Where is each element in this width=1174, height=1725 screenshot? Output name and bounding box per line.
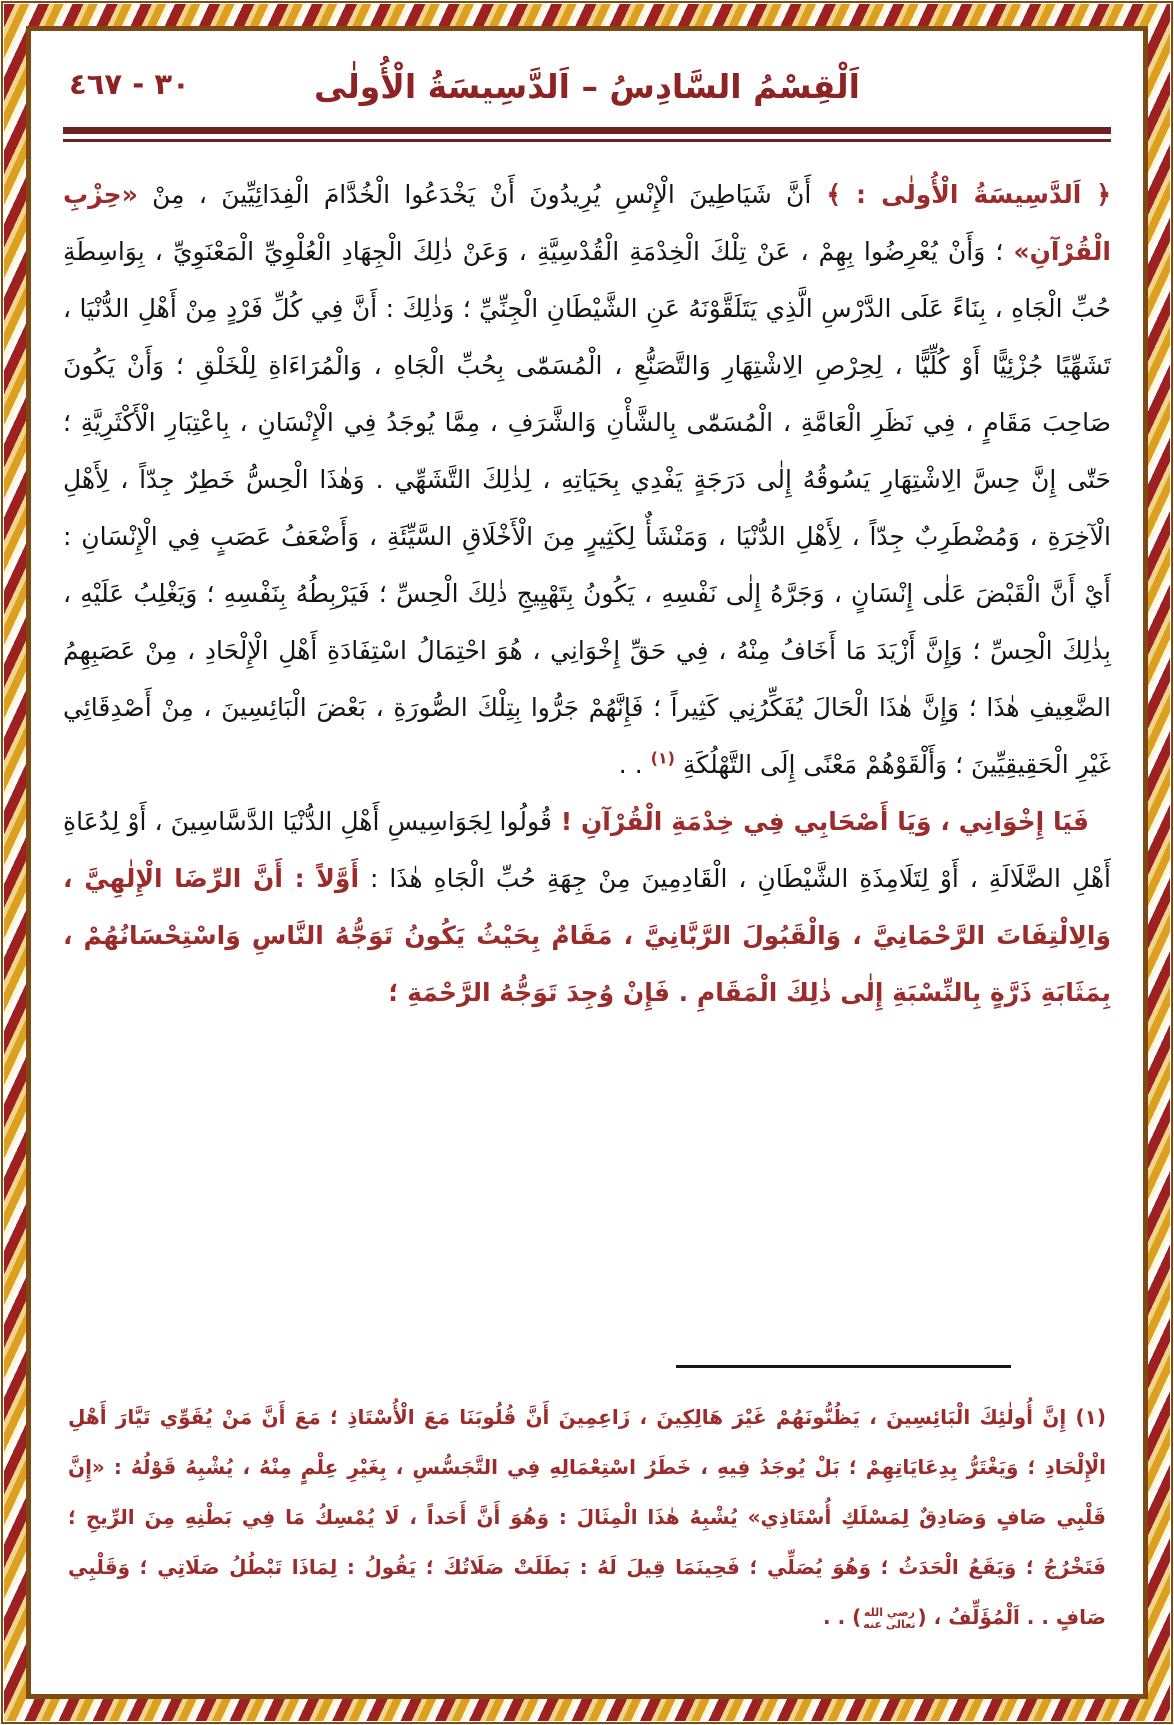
seal-line-2: تعالى عنه (863, 1617, 916, 1631)
decorative-border-outer (1, 1, 1173, 1724)
body-run-2: ؛ وَأَنْ يُعْرِضُوا بِهِمْ ، عَنْ تِلْكَ الْخِدْمَةِ الْقُدْسِيَّةِ ، وَعَنْ ذٰلِكَ الْجِهَادِ الْعُلْوِيِّ الْمَعْنَوِيِّ ، بِوَاسِطَةِ حُبِّ الْجَاهِ ، بِنَاءً عَلَى الدَّرْسِ الَّذِي يَتَلَقَّوْنَهُ عَنِ الشَّيْطَانِ الْجِنِّيِّ ؛ وَذٰلِكَ : أَنَّ فِي كُلِّ فَرْدٍ مِنْ أَهْلِ الدُّنْيَا ، تَشَهِّيًا جُزْئِيًّا أَوْ كُلِّيًّا ، لِحِرْصِ الِاشْتِهَارِ وَالتَّصَنُّعِ ، الْمُسَمّٰى بِحُبِّ الْجَاهِ ، وَالْمُرَاءَاةِ لِلْخَلْقِ ؛ وَأَنْ يَكُونَ صَاحِبَ مَقَامٍ ، فِي نَظَرِ الْعَامَّةِ ، الْمُسَمّٰى بِالشَّأْنِ وَالشَّرَفِ ، مِمَّا يُوجَدُ فِي الْإِنْسَانِ ، بِاعْتِبَارِ الْأَكْثَرِيَّةِ ؛ حَتّٰى إِنَّ حِسَّ الِاشْتِهَارِ يَسُوقُهُ إِلٰى دَرَجَةٍ يَفْدِي بِحَيَاتِهِ ، لِذٰلِكَ التَّشَهِّي . وَهٰذَا الْحِسُّ خَطِرٌ جِدّاً ، لِأَهْلِ الْآخِرَةِ ، وَمُضْطَرِبٌ جِدّاً ، لِأَهْلِ الدُّنْيَا ، وَمَنْشَأٌ لِكَثِيرٍ مِنَ الْأَخْلَاقِ السَّيِّئَةِ ، وَأَضْعَفُ عَصَبٍ فِي الْإِنْسَانِ : أَيْ أَنَّ الْقَبْضَ عَلٰى إِنْسَانٍ ، وَجَرَّهُ إِلٰى نَفْسِهِ ، يَكُونُ بِتَهْيِيجِ ذٰلِكَ الْحِسِّ ؛ فَيَرْبِطُهُ بِنَفْسِهِ ؛ وَيَغْلِبُ عَلَيْهِ ، بِذٰلِكَ الْحِسِّ ؛ وَإِنَّ أَزْيَدَ مَا أَخَافُ مِنْهُ ، فِي حَقِّ إِخْوَانِي ، هُوَ احْتِمَالُ اسْتِفَادَةِ أَهْلِ الْإِلْحَادِ ، مِنْ عَصَبِهِمُ الضَّعِيفِ هٰذَا ؛ وَإِنَّ هٰذَا الْحَالَ يُفَكِّرُنِي كَثِيراً ؛ فَإِنَّهُمْ جَرُّوا بِتِلْكَ الصُّورَةِ ، بَعْضَ الْبَائِسِينَ ، مِنْ أَصْدِقَائِي غَيْرِ الْحَقِيقِيِّينَ ؛ وَأَلْقَوْهُمْ مَعْنًى إِلَى التَّهْلُكَةِ (63, 237, 1111, 779)
paragraph-first-intrigue (63, 166, 1111, 793)
footnote-separator (676, 1365, 1011, 1368)
ornate-bracket-open-icon: ﴿ (1081, 180, 1112, 209)
footnote-body: إِنَّ أُولٰئِكَ الْبَائِسِينَ ، يَظُنُّونَهُمْ غَيْرَ هَالِكِينَ ، زَاعِمِينَ أَنَّ قُلُوبَنَا مَعَ الْأُسْتَاذِ ؛ مَعَ أَنَّ مَنْ يُقَوِّي تَيَّارَ أَهْلِ الْإِلْحَادِ ؛ وَيَغْتَرُّ بِدِعَايَاتِهِمْ ؛ بَلْ يُوجَدُ فِيهِ ، خَطَرُ اسْتِعْمَالِهِ فِي التَّجَسُّسِ ، بِغَيْرِ عِلْمٍ مِنْهُ ، يُشْبِهُ قَوْلُهُ : «إِنَّ قَلْبِي صَافٍ وَصَادِقٌ لِمَسْلَكِ أُسْتَاذِي» يُشْبِهُ هٰذَا الْمِثَالَ : وَهُوَ أَنَّ أَحَداً ، لَا يُمْسِكُ مَا فِي بَطْنِهِ مِنَ الرِّيحِ ؛ فَتَخْرُجُ ؛ وَيَقَعُ الْحَدَثُ ؛ وَهُوَ يُصَلِّي ؛ فَحِينَمَا قِيلَ لَهُ : بَطَلَتْ صَلَاتُكَ ؛ يَقُولُ : لِمَاذَا تَبْطُلُ صَلَاتِي ؛ وَقَلْبِي صَافٍ . . اَلْمُؤَلِّفُ ، (68, 1405, 1106, 1629)
page-header (63, 57, 1111, 121)
quran-party-quote: «حِزْبِ الْقُرْآنِ» (63, 180, 1111, 266)
footnote-trailing-dots: . . (823, 1605, 853, 1629)
header-rule-thin (63, 139, 1111, 142)
body-run-3: . . (618, 750, 651, 779)
decorative-border-inner (26, 26, 1148, 1699)
body-run-1: أَنَّ شَيَاطِينَ الْإِنْسِ يُرِيدُونَ أَنْ يَخْدَعُوا الْخُدَّامَ الْفِدَائِيِّينَ ، مِنْ (137, 180, 812, 209)
paragraph-address-brothers (63, 793, 1111, 1021)
footnote-block (68, 1365, 1106, 1642)
firstly-statement-red: أَوَّلاً : أَنَّ الرِّضَا الْإِلٰهِيَّ ، وَالِالْتِفَاتَ الرَّحْمَانِيَّ ، وَالْقَبُولَ الرَّبَّانِيَّ ، مَقَامٌ بِحَيْثُ يَكُونُ تَوَجُّهُ النَّاسِ وَاسْتِحْسَانُهُمْ ، بِمَثَابَةِ ذَرَّةٍ بِالنِّسْبَةِ إِلٰى ذٰلِكَ الْمَقَامِ . فَإِنْ وُجِدَ تَوَجُّهُ الرَّحْمَةِ ؛ (63, 864, 1111, 1007)
body-run-4: قُولُوا لِجَوَاسِيسِ أَهْلِ الدُّنْيَا الدَّسَّاسِينَ ، أَوْ لِدُعَاةِ أَهْلِ الضَّلَالَةِ ، أَوْ لِتَلَامِذَةِ الشَّيْطَانِ ، الْقَادِمِينَ مِنْ جِهَةِ حُبِّ الْجَاهِ هٰذَا : (63, 807, 1111, 893)
main-text (63, 166, 1111, 1021)
seal-paren-open: ( (917, 1605, 927, 1629)
footnote-reference: (١) (650, 748, 675, 768)
page-title: اَلْقِسْمُ السَّادِسُ – اَلدَّسِيسَةُ الْأُولٰى (314, 67, 860, 106)
footnote-text (68, 1392, 1106, 1642)
seal-paren-close: ) (852, 1605, 862, 1629)
ornate-bracket-close-icon: ﴾ (811, 180, 841, 209)
footnote-marker: (١) (1066, 1405, 1107, 1429)
header-rule-thick (63, 127, 1111, 134)
seal-line-1: رضي الله (863, 1605, 915, 1619)
address-lead-red: فَيَا إِخْوَانِي ، وَيَا أَصْحَابِي فِي خِدْمَةِ الْقُرْآنِ ! (551, 807, 1089, 836)
intrigue-heading: اَلدَّسِيسَةُ الْأُولٰى : (840, 180, 1082, 209)
page-content (31, 31, 1143, 1694)
page-number: ٣٠ - ٤٦٧ (69, 67, 190, 101)
decorative-chain-band (4, 4, 1170, 1721)
radiallahu-anhu-seal (863, 1607, 915, 1631)
